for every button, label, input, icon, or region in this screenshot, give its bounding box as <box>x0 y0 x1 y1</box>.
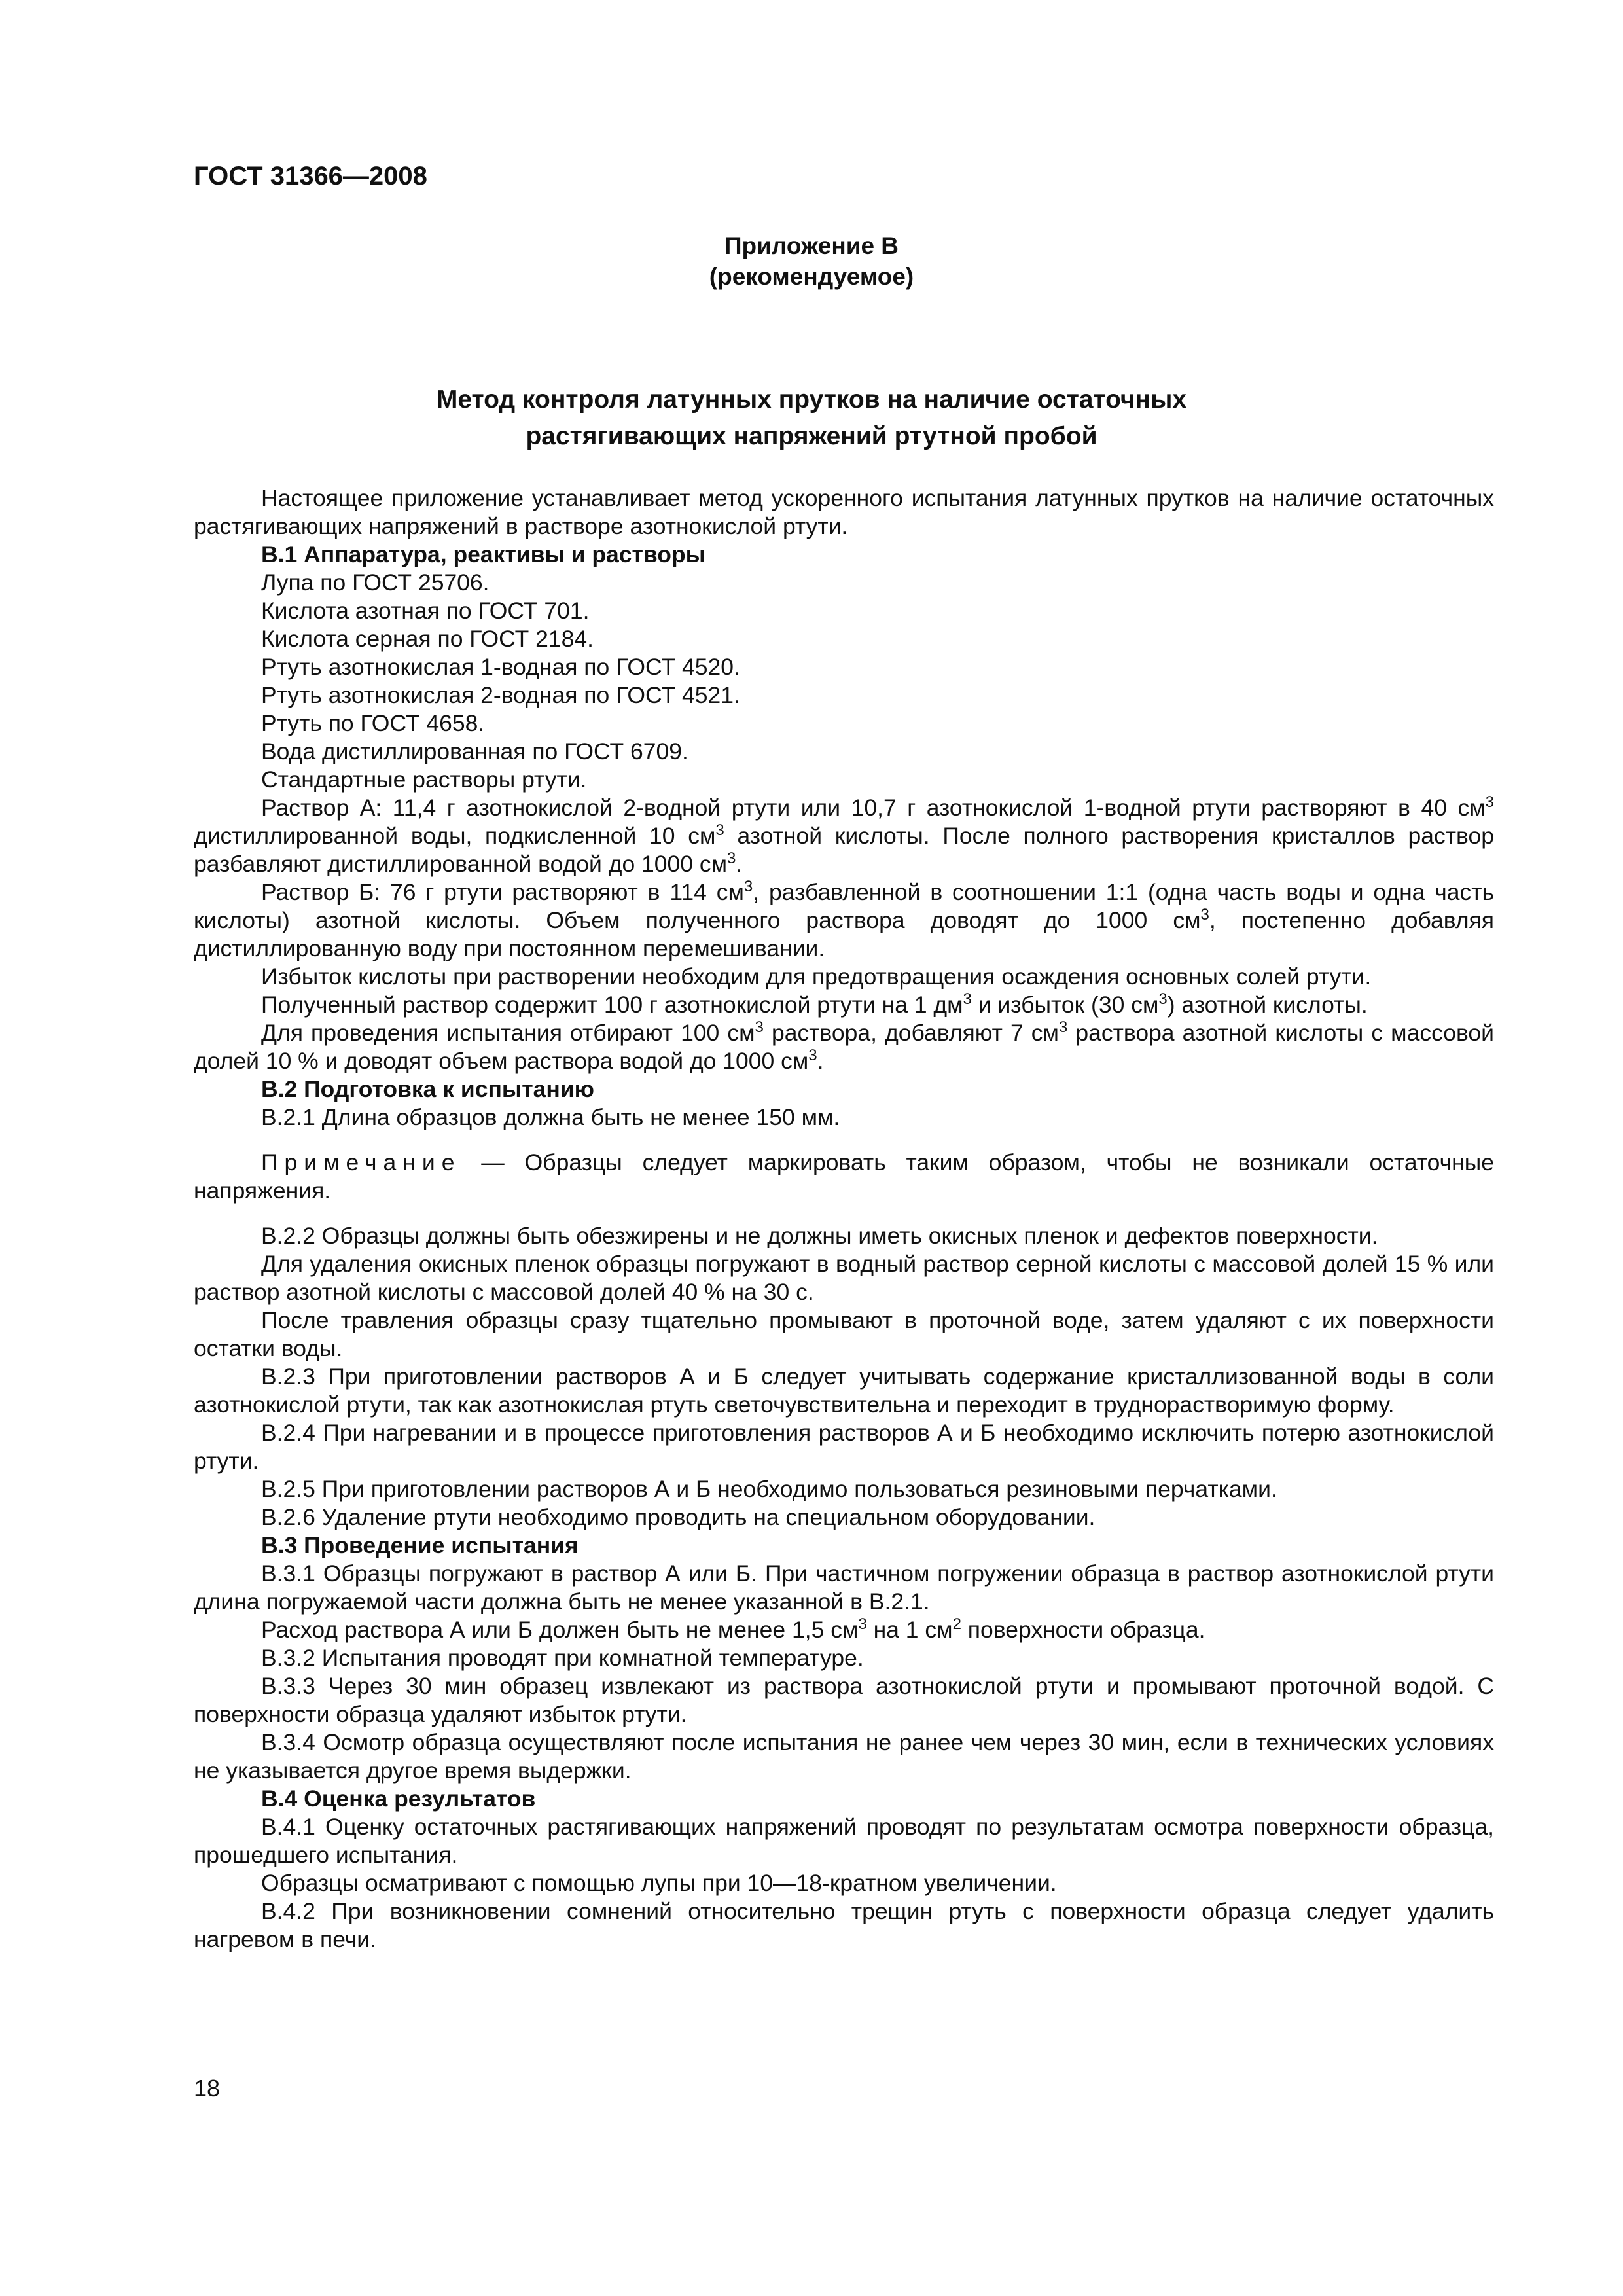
list-item: Лупа по ГОСТ 25706. <box>261 569 490 596</box>
note-label: Примечание <box>261 1149 461 1175</box>
list-item: Ртуть азотнокислая 1-водная по ГОСТ 4520. <box>261 654 740 680</box>
obtained-solution-paragraph: Полученный раствор содержит 100 г азотнокислой ртути на 1 $дм^3$ и избыток (30 $см^3$) азотной кислоты. <box>261 990 1368 1018</box>
flow-rate-paragraph: Расход раствора А или Б должен быть не менее 1,5 $см^3$ на 1 $см^2$ поверхности образца. <box>261 1615 1205 1643</box>
test-solution-paragraph: Для проведения испытания отбирают 100 $см^3$ раствора, добавляют 7 $см^3$ раствора азотной кислоты с массовой долей 10 % и доводят объем раствора водой до 1000 $см^3$. <box>194 1018 1494 1074</box>
annex-status: (рекомендуемое) <box>709 263 914 290</box>
page-number: 18 <box>194 2075 221 2102</box>
solution-b-paragraph: Раствор Б: 76 г ртути растворяют в 114 $см^3$, разбавленной в соотношении 1:1 (одна часть воды и одна часть кислоты) азотной кислоты. Объем полученного раствора доводят до 1000 $см^3$, постепенно добавляя дистиллированную воду при постоянном перемешивании. <box>194 878 1494 961</box>
section-heading-b4: В.4 Оценка результатов <box>261 1785 536 1812</box>
paragraph-b3-4: В.3.4 Осмотр образца осуществляют после испытания не ранее чем через 30 мин, если в технических условиях не указывается другое время выдержки. <box>194 1729 1494 1784</box>
paragraph-b2-6: В.2.6 Удаление ртути необходимо проводить на специальном оборудовании. <box>261 1504 1096 1530</box>
list-item: Ртуть по ГОСТ 4658. <box>261 710 485 736</box>
intro-paragraph: Настоящее приложение устанавливает метод ускоренного испытания латунных прутков на наличие остаточных растягивающих напряжений в растворе азотнокислой ртути. <box>194 485 1494 539</box>
paragraph-b2-2b: Для удаления окисных пленок образцы погружают в водный раствор серной кислоты с массовой долей 15 % или раствор азотной кислоты с массовой долей 40 % на 30 с. <box>194 1251 1494 1305</box>
paragraph-b2-5: В.2.5 При приготовлении растворов А и Б необходимо пользоваться резиновыми перчатками. <box>261 1476 1277 1502</box>
paragraph-b2-3: В.2.3 При приготовлении растворов А и Б следует учитывать содержание кристаллизованной воды в соли азотнокислой ртути, так как азотнокислая ртуть светочувствительна и переходит в труднорастворимую форму. <box>194 1363 1494 1418</box>
document-body <box>194 484 1494 1954</box>
list-item: Кислота серная по ГОСТ 2184. <box>261 626 594 652</box>
list-item: Вода дистиллированная по ГОСТ 6709. <box>261 738 688 764</box>
paragraph-b4-1: В.4.1 Оценку остаточных растягивающих напряжений проводят по результатам осмотра поверхности образца, прошедшего испытания. <box>194 1814 1494 1868</box>
section-heading-b2: В.2 Подготовка к испытанию <box>261 1076 594 1102</box>
title-line-1: Метод контроля латунных прутков на наличие остаточных <box>436 386 1187 414</box>
paragraph-b3-3: В.3.3 Через 30 мин образец извлекают из раствора азотнокислой ртути и промывают проточной водой. С поверхности образца удаляют избыток ртути. <box>194 1673 1494 1727</box>
standard-designation: ГОСТ 31366—2008 <box>194 162 427 190</box>
solution-a-paragraph: Раствор А: 11,4 г азотнокислой 2-водной ртути или 10,7 г азотнокислой 1-водной ртути растворяют в 40 $см^3$ дистиллированной воды, подкисленной 10 $см^3$ азотной кислоты. После полного растворения кристаллов раствор разбавляют дистиллированной водой до 1000 $см^3$. <box>194 793 1495 877</box>
section-heading-b1: В.1 Аппаратура, реактивы и растворы <box>261 541 705 567</box>
paragraph-b2-4: В.2.4 При нагревании и в процессе приготовления растворов А и Б необходимо исключить потерю азотнокислой ртути. <box>194 1420 1494 1474</box>
note-paragraph <box>194 1149 1494 1205</box>
list-item: Ртуть азотнокислая 2-водная по ГОСТ 4521. <box>261 682 740 708</box>
section-heading-b3: В.3 Проведение испытания <box>261 1532 579 1558</box>
paragraph-b3-2: В.3.2 Испытания проводят при комнатной температуре. <box>261 1645 864 1671</box>
paragraph-b4-2: В.4.2 При возникновении сомнений относительно трещин ртуть с поверхности образца следует удалить нагревом в печи. <box>194 1898 1494 1952</box>
paragraph-b3-1: В.3.1 Образцы погружают в раствор А или Б. При частичном погружении образца в раствор азотнокислой ртути длина погружаемой части должна быть не менее указанной в В.2.1. <box>194 1560 1494 1615</box>
paragraph-b2-2: В.2.2 Образцы должны быть обезжирены и не должны иметь окисных пленок и дефектов поверхности. <box>261 1223 1378 1249</box>
note-text: — Образцы следует маркировать таким образом, чтобы не возникали остаточные напряжения. <box>194 1149 1494 1204</box>
annex-name: Приложение В <box>724 232 899 259</box>
excess-acid-paragraph: Избыток кислоты при растворении необходим для предотвращения осаждения основных солей ртути. <box>261 963 1372 990</box>
paragraph-b2-1: В.2.1 Длина образцов должна быть не менее 150 мм. <box>261 1104 840 1130</box>
list-item: Стандартные растворы ртути. <box>261 766 587 793</box>
paragraph-b2-2c: После травления образцы сразу тщательно промывают в проточной воде, затем удаляют с их поверхности остатки воды. <box>194 1307 1494 1361</box>
title-line-2: растягивающих напряжений ртутной пробой <box>526 422 1097 450</box>
document-title <box>196 382 1427 455</box>
list-item: Кислота азотная по ГОСТ 701. <box>261 598 590 624</box>
paragraph-b4-1b: Образцы осматривают с помощью лупы при 10—18-кратном увеличении. <box>261 1870 1057 1896</box>
